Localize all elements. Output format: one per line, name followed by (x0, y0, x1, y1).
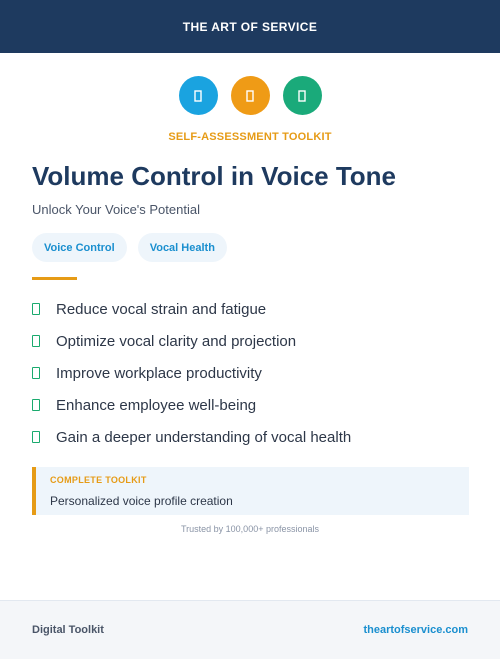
rectangle-glyph-icon (194, 90, 202, 102)
tag-voice-control: Voice Control (32, 233, 127, 262)
rectangle-bullet-icon (32, 335, 40, 347)
benefit-item (32, 357, 468, 389)
benefit-text: Improve workplace productivity (56, 364, 262, 382)
rectangle-bullet-icon (32, 303, 40, 315)
brand-name: THE ART OF SERVICE (182, 19, 318, 34)
benefit-item (32, 389, 468, 421)
rectangle-bullet-icon (32, 431, 40, 443)
accent-divider (32, 277, 77, 280)
website-link[interactable]: theartofservice.com (363, 624, 468, 636)
rectangle-glyph-icon (298, 90, 306, 102)
benefit-item (32, 421, 468, 453)
rectangle-glyph-icon (246, 90, 254, 102)
footer-label: Digital Toolkit (32, 624, 104, 636)
footer (0, 600, 500, 659)
orange-circle-badge (231, 76, 270, 115)
benefit-item (32, 293, 468, 325)
green-circle-badge (283, 76, 322, 115)
benefit-text: Enhance employee well-being (56, 396, 257, 414)
page-title: Volume Control in Voice Tone (32, 161, 397, 191)
benefit-text: Gain a deeper understanding of vocal health (56, 428, 352, 446)
callout-label: COMPLETE TOOLKIT (50, 475, 147, 485)
rectangle-bullet-icon (32, 367, 40, 379)
trust-statement: Trusted by 100,000+ professionals (180, 524, 319, 534)
rectangle-bullet-icon (32, 399, 40, 411)
tag-list (32, 233, 468, 262)
callout-text: Personalized voice profile creation (50, 494, 233, 508)
toolkit-callout (32, 467, 469, 515)
icon-row (0, 76, 500, 115)
tag-vocal-health: Vocal Health (138, 233, 227, 262)
page-subtitle: Unlock Your Voice's Potential (32, 202, 200, 217)
main-content (0, 159, 500, 534)
eyebrow-label: SELF-ASSESSMENT TOOLKIT (168, 131, 332, 143)
benefit-text: Reduce vocal strain and fatigue (56, 300, 267, 318)
benefit-text: Optimize vocal clarity and projection (56, 332, 297, 350)
benefit-list (32, 293, 468, 453)
top-bar (0, 0, 500, 53)
blue-circle-badge (179, 76, 218, 115)
benefit-item (32, 325, 468, 357)
